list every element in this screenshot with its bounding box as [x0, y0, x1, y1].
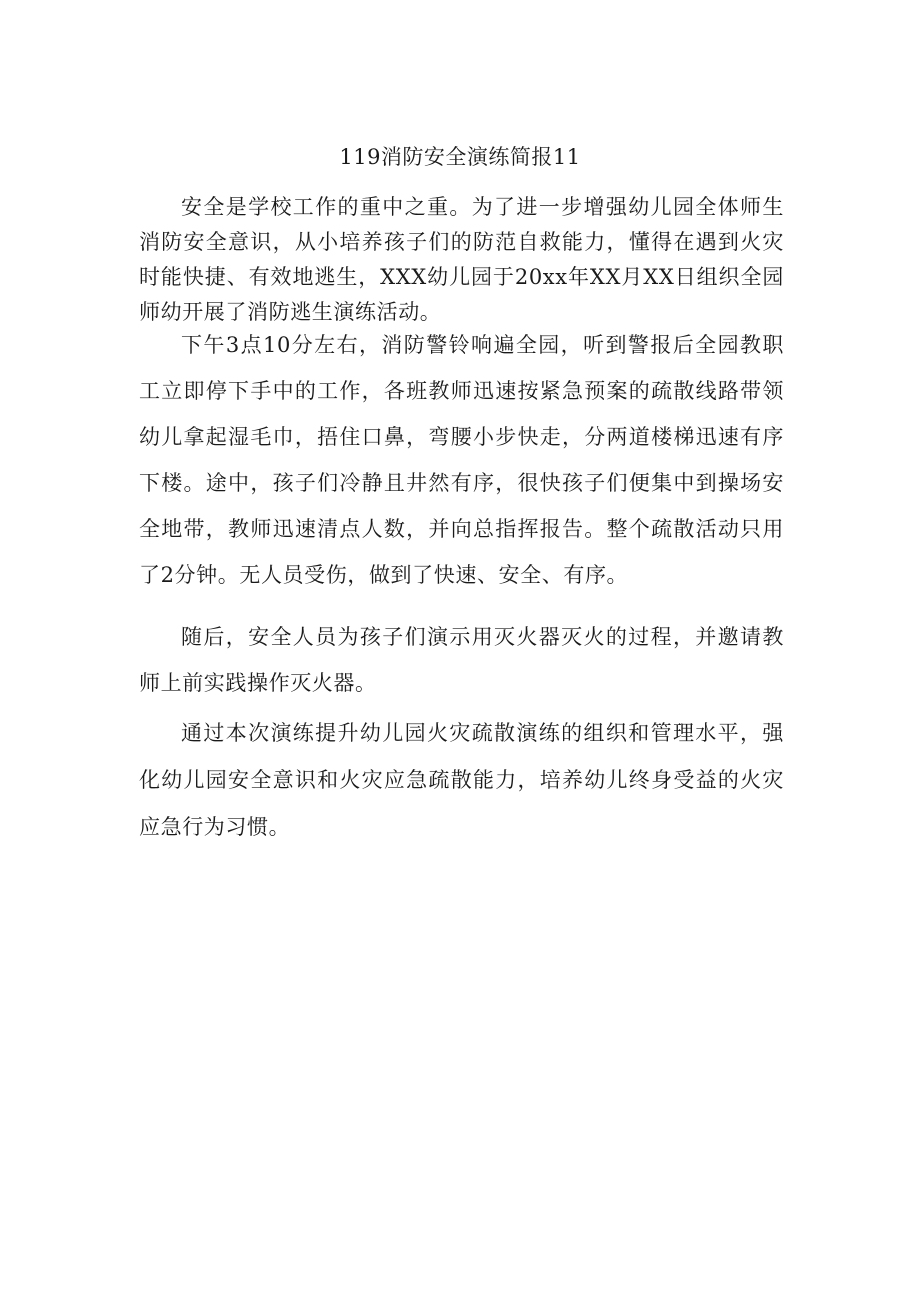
paragraph-conclusion: 通过本次演练提升幼儿园火灾疏散演练的组织和管理水平，强化幼儿园安全意识和火灾应急疏散能力，培养幼儿终身受益的火灾应急行为习惯。 [139, 721, 784, 839]
document-title: 119消防安全演练简报11 [339, 145, 581, 169]
paragraph-drill-process: 下午3点10分左右，消防警铃响遍全园，听到警报后全园教职工立即停下手中的工作，各班教师迅速按紧急预案的疏散线路带领幼儿拿起湿毛巾，捂住口鼻，弯腰小步快走，分两道楼梯迅速有序下楼。途中，孩子们冷静且井然有序，很快孩子们便集中到操场安全地带，教师迅速清点人数，并向总指挥报告。整个疏散活动只用了2分钟。无人员受伤，做到了快速、安全、有序。 [139, 333, 784, 587]
paragraph-extinguisher-demo: 随后，安全人员为孩子们演示用灭火器灭火的过程，并邀请教师上前实践操作灭火器。 [139, 625, 784, 695]
paragraph-intro: 安全是学校工作的重中之重。为了进一步增强幼儿园全体师生消防安全意识，从小培养孩子们的防范自救能力，懂得在遇到火灾时能快捷、有效地逃生，XXX幼儿园于20xx年XX月XX日组织全园师幼开展了消防逃生演练活动。 [139, 195, 784, 324]
